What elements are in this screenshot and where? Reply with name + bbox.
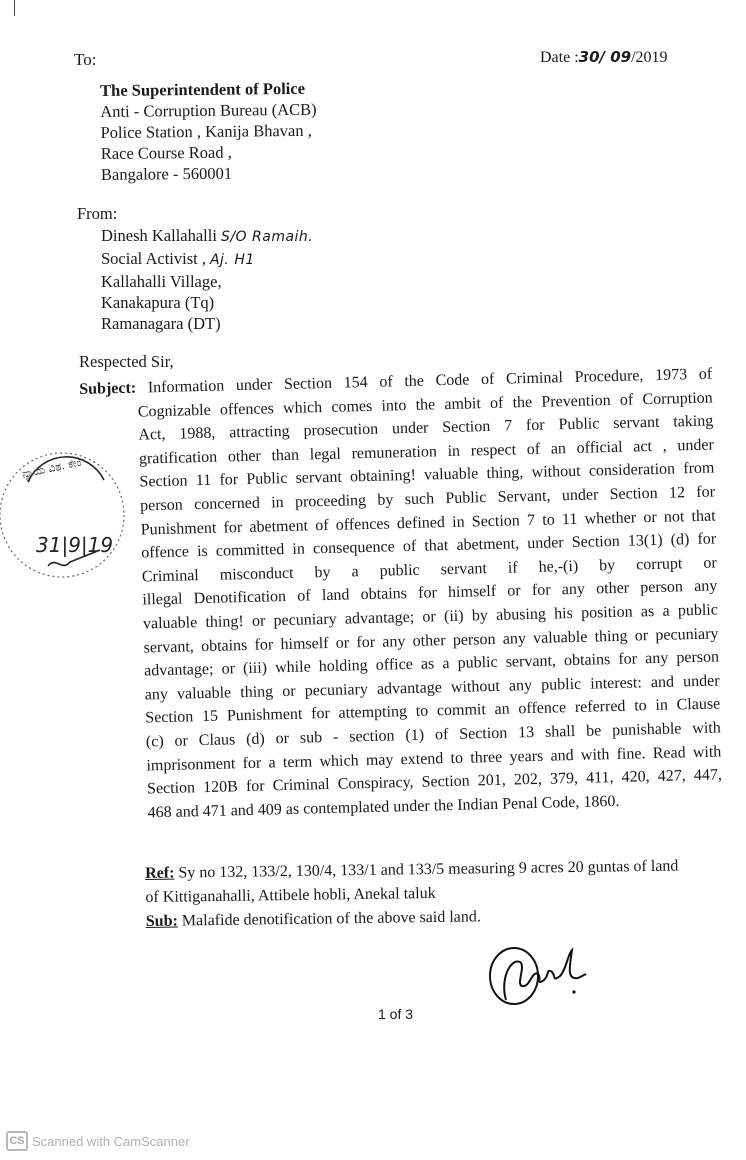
date-year: /2019 [631,49,668,66]
from-label: From: [77,204,118,223]
sub-text: Malafide denotification of the above said land. [181,908,481,930]
stamp-date: 31|9|19 [36,533,114,557]
subject-label: Subject: [79,379,137,398]
subject-line: Punishment for abetment of offences defined in Section 7 to 11 whether or not that [140,507,716,539]
sender-line: Kanakapura (Tq) [101,293,215,312]
recipient-line: Bangalore - 560001 [100,163,233,184]
office-stamp [0,440,135,620]
recipient-line: The Superintendent of Police [100,78,306,100]
date-handwritten: 30/ 09 [578,48,632,66]
ref-text: Sy no 132, 133/2, 130/4, 133/1 and 133/5 measuring 9 acres 20 guntas of land [178,857,679,882]
letter-date [540,48,668,67]
sender-title-line [101,248,313,271]
subject-line: gratification other than legal remuneration in respect of an official act , under [138,436,715,468]
subject-text: Information under Section 154 of the Code of Criminal Procedure, 1973 of [147,365,713,397]
camscanner-logo-icon: CS [6,1131,28,1151]
sender-line: Kallahalli Village, [101,272,222,291]
recipient-line: Police Station , Kanija Bhavan , [100,120,312,142]
subject-line: Cognizable offences which comes into the ambit of the Prevention of Corruption [137,389,713,421]
subject-paragraph [79,363,723,827]
signature [486,940,596,1015]
subject-line: person concerned in proceeding by such Public Servant, under Section 12 for [139,483,716,515]
subject-line: imprisonment for a term which may extend to three years and with fine. Read with [146,742,722,774]
recipient-line: Race Course Road , [100,142,232,163]
sender-name: Dinesh Kallahalli [101,226,217,245]
recipient-line: Anti - Corruption Bureau (ACB) [100,99,317,121]
subject-line: advantage; or (iii) while holding office as a public servant, obtains for any person [143,648,720,680]
subject-line: 468 and 471 and 409 as contemplated under the Indian Penal Code, 1860. [147,792,620,822]
subject-line: offence is committed in consequence of that abetment, under Section 13(1) (d) for [141,530,717,562]
subject-line: Section 15 Punishment for attempting to commit an offence referred to in Clause [145,695,721,727]
watermark-text: Scanned with CamScanner [32,1133,190,1149]
subject-line: illegal Denotification of land obtains for himself or for any other person any [142,577,718,609]
svg-text:ನ್ಯಾಯ ವಿಶ. ಕೇಂ: ನ್ಯಾಯ ವಿಶ. ಕೇಂ [20,455,83,481]
camscanner-watermark [6,1131,190,1151]
sender-title-handwritten: Aj. H1 [209,252,255,268]
recipient-address [100,78,317,185]
subject-line: Act, 1988, attracting prosecution under Section 7 for Public servant taking [138,412,714,444]
subject-line: servant, obtains for himself or for any other person any valuable thing or pecuniary [143,624,719,657]
sender-address [101,225,313,334]
sender-name-line [101,225,313,248]
ref-line-2: of Kittiganahalli, Attibele hobli, Anekal taluk [145,884,436,906]
sender-title: Social Activist , [101,249,206,268]
date-label: Date : [540,49,579,66]
page-number: 1 of 3 [378,1006,414,1022]
to-label: To: [74,50,97,69]
salutation: Respected Sir, [79,352,174,371]
subject-line: any valuable thing or pecuniary advantage without any public interest: and under [144,672,720,704]
subject-line: Criminal misconduct by a public servant if he,-(i) by corrupt or [141,554,717,586]
subject-line: Section 120B for Criminal Conspiracy, Section 201, 202, 379, 411, 420, 427, 447, [146,766,723,798]
subject-line: valuable thing! or pecuniary advantage; or (ii) by abusing his position as a public [142,601,719,633]
scan-margin-mark [14,0,15,16]
sub-label: Sub: [145,912,178,930]
subject-line: Section 11 for Public servant obtaining! valuable thing, without consideration from [139,459,715,491]
subject-line: (c) or Claus (d) or sub - section (1) of Section 13 shall be punishable with [145,719,721,751]
reference-block [145,854,711,934]
ref-label: Ref: [145,864,175,882]
sender-line: Ramanagara (DT) [101,314,221,333]
sender-name-handwritten: S/O Ramaih. [220,229,314,245]
